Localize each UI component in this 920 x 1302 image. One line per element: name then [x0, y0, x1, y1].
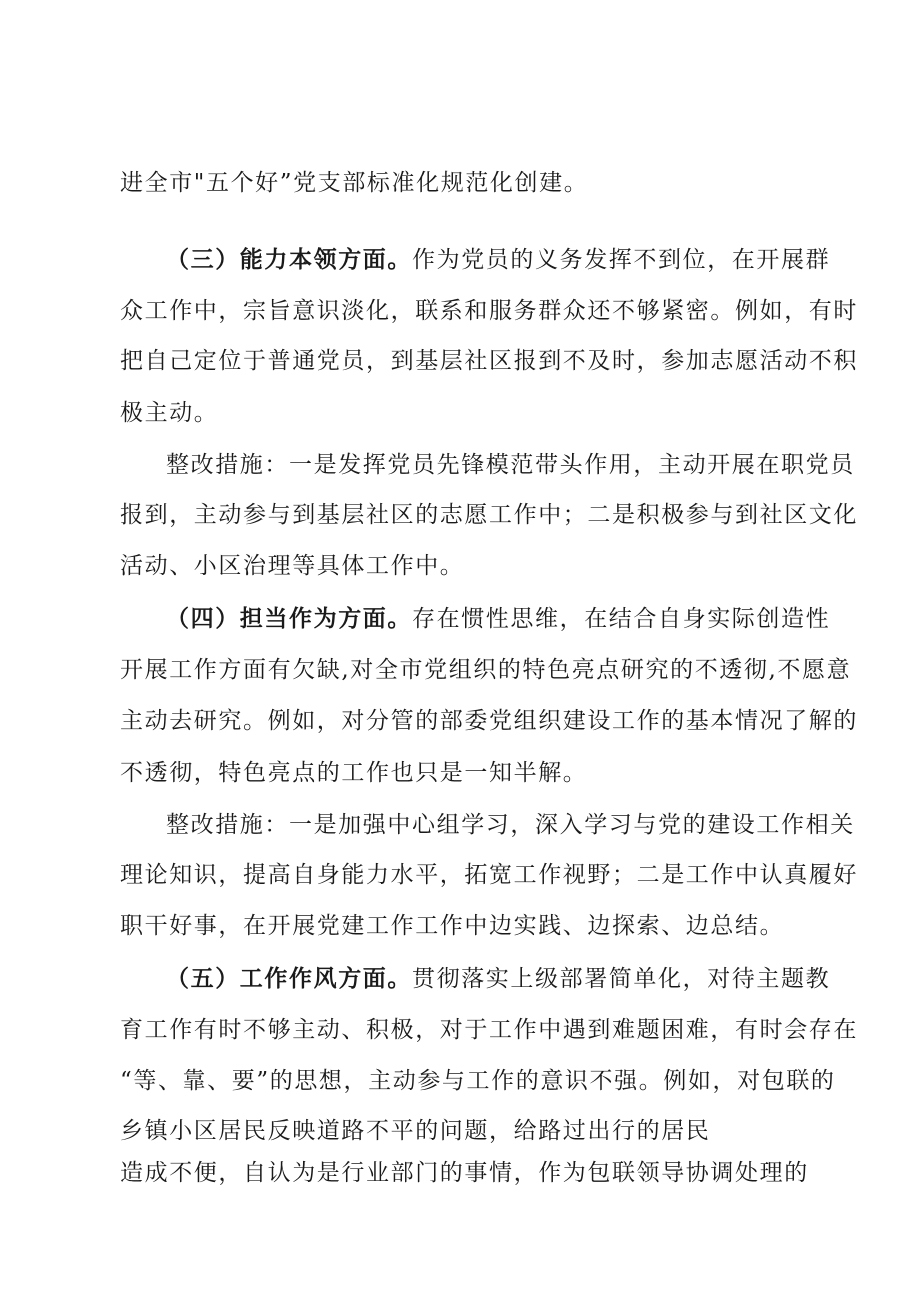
text-line-8	[120, 551, 520, 581]
line-text: 不透彻，特色亮点的工作也只是一知半解。	[120, 760, 588, 786]
line-text: 众工作中，宗旨意识淡化，联系和服务群众还不够紧密。例如，有时	[120, 298, 858, 324]
text-line-10	[120, 655, 852, 685]
section-5-heading: （五）工作作风方面。	[166, 965, 412, 992]
rectification-line-2	[166, 810, 855, 840]
section-5-heading-line	[166, 964, 831, 994]
line-text: 进全市"五个好”党支部标准化规范化创建。	[120, 170, 589, 196]
line-text: 把自己定位于普通党员，到基层社区报到不及时，参加志愿活动不积	[120, 348, 858, 374]
text-line-4	[120, 346, 858, 376]
line-text: 整改措施：一是加强中心组学习，深入学习与党的建设工作相关	[166, 812, 855, 838]
text-line-19	[120, 1116, 740, 1146]
text-line-1	[120, 168, 640, 198]
line-text: “等、靠、要”的思想，主动参与工作的意识不强。例如，对包联的	[120, 1068, 836, 1094]
line-text: 开展工作方面有欠缺,对全市党组织的特色亮点研究的不透彻,不愿意	[120, 657, 852, 683]
line-text: 活动、小区治理等具体工作中。	[120, 553, 465, 579]
line-text: 职干好事，在开展党建工作工作中边实践、边探索、边总结。	[120, 913, 785, 939]
text-line-15	[120, 911, 785, 941]
text-line-11	[120, 706, 858, 736]
text-line-14	[120, 860, 858, 890]
section-3-heading: （三）能力本领方面。	[166, 246, 412, 273]
line-text: 育工作有时不够主动、积极，对于工作中遇到难题困难，有时会存在	[120, 1017, 858, 1043]
rectification-line-1	[166, 450, 855, 480]
line-text: 极主动。	[120, 400, 219, 426]
line-text: 存在惯性思维，在结合自身实际创造性	[412, 606, 831, 632]
section-3-heading-line	[166, 245, 831, 275]
line-text: 作为党员的义务发挥不到位，在开展群	[412, 247, 831, 273]
line-text: 乡镇小区居民反映道路不平的问题，给路过出行的居民	[120, 1118, 711, 1144]
line-text: 理论知识，提高自身能力水平，拓宽工作视野；二是工作中认真履好	[120, 862, 858, 888]
text-line-3	[120, 296, 858, 326]
text-line-7	[120, 500, 858, 530]
text-line-17	[120, 1015, 858, 1045]
section-4-heading: （四）担当作为方面。	[166, 605, 412, 632]
text-line-20	[120, 1158, 820, 1188]
line-text: 主动去研究。例如，对分管的部委党组织建设工作的基本情况了解的	[120, 708, 858, 734]
line-text: 报到，主动参与到基层社区的志愿工作中；二是积极参与到社区文化	[120, 502, 858, 528]
text-line-18	[120, 1066, 836, 1096]
line-text: 贯彻落实上级部署简单化，对待主题教	[412, 966, 831, 992]
text-line-5	[120, 398, 320, 428]
line-text: 造成不便，自认为是行业部门的事情，作为包联领导协调处理的	[120, 1160, 809, 1186]
section-4-heading-line	[166, 604, 831, 634]
line-text: 整改措施：一是发挥党员先锋模范带头作用，主动开展在职党员	[166, 452, 855, 478]
text-line-12	[120, 758, 680, 788]
